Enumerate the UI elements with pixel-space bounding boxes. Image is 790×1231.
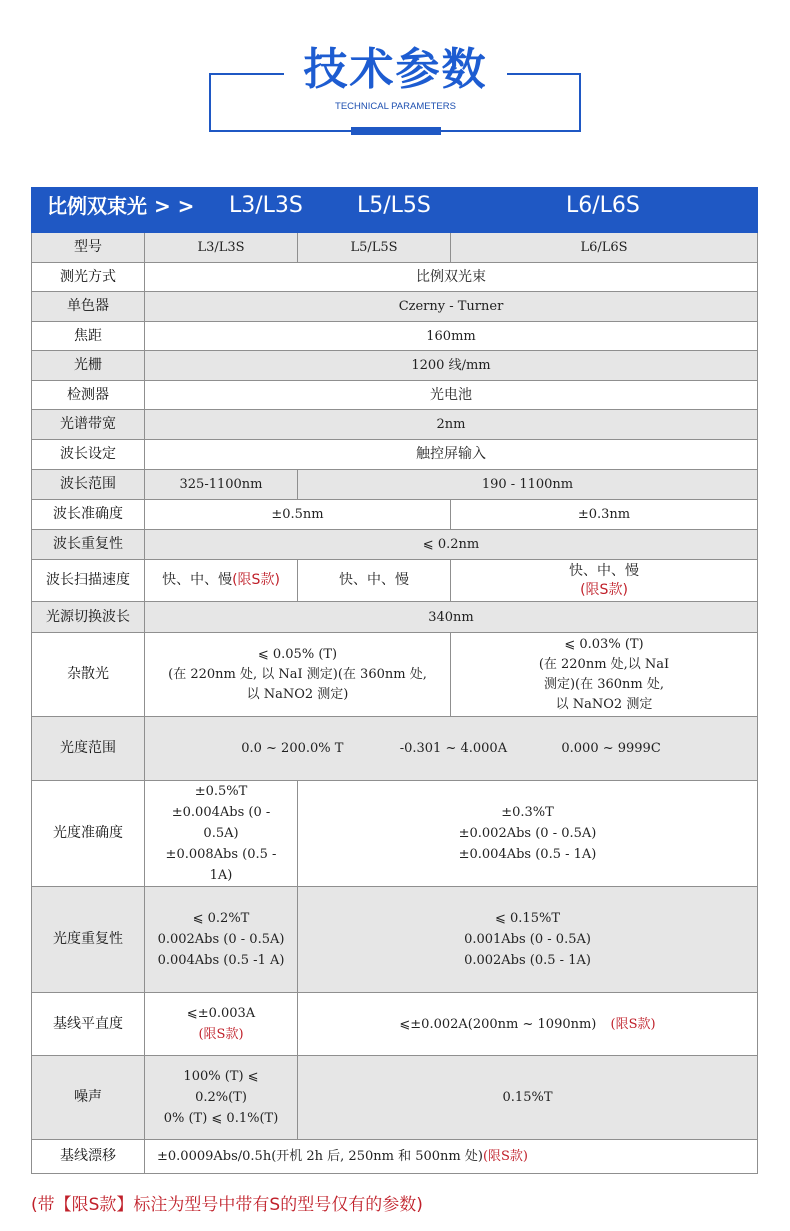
cell	[145, 633, 451, 717]
cell-line: ±0.008Abs (0.5 -	[165, 847, 277, 862]
table-row	[32, 602, 758, 633]
row-label: 波长准确度	[32, 500, 145, 530]
cell-line: ±0.3%T	[501, 805, 554, 820]
cell	[451, 633, 758, 717]
banner-model-2: L5/L5S	[357, 193, 431, 218]
cell	[145, 1140, 758, 1174]
table-banner	[32, 188, 758, 233]
cell	[451, 560, 758, 602]
cell: 160mm	[145, 322, 758, 351]
row-label: 光度重复性	[32, 887, 145, 993]
cell: L6/L6S	[451, 233, 758, 263]
s-model-note: (限S款)	[482, 1149, 528, 1164]
cell	[145, 887, 298, 993]
table-row	[32, 560, 758, 602]
table-row	[32, 440, 758, 470]
range-absorbance: -0.301 ~ 4.000A	[399, 741, 508, 756]
cell-line: ⩽ 0.2%T	[192, 911, 250, 926]
row-label: 波长范围	[32, 470, 145, 500]
cell	[298, 887, 758, 993]
row-label: 光谱带宽	[32, 410, 145, 440]
cell	[145, 1056, 298, 1140]
cell-line: ⩽ 0.15%T	[495, 911, 560, 926]
cell-line: 0.5A)	[203, 826, 239, 841]
footnote: (带【限S款】标注为型号中带有S的型号仅有的参数)	[31, 1195, 423, 1215]
cell: 1200 线/mm	[145, 351, 758, 381]
s-model-note: (限S款)	[610, 1016, 656, 1032]
row-label: 基线平直度	[32, 993, 145, 1056]
table-row	[32, 781, 758, 887]
cell-line: ⩽±0.003A	[186, 1006, 256, 1021]
cell-line: ±0.002Abs (0 - 0.5A)	[458, 826, 597, 841]
cell: 0.15%T	[298, 1056, 758, 1140]
cell: 340nm	[145, 602, 758, 633]
table-row	[32, 351, 758, 381]
cell: 190 - 1100nm	[298, 470, 758, 500]
cell: L3/L3S	[145, 233, 298, 263]
row-label: 波长重复性	[32, 530, 145, 560]
cell-line: 以 NaNO2 测定	[555, 696, 653, 712]
header-frame-top-right	[507, 73, 581, 75]
cell-line: 100% (T) ⩽	[183, 1069, 259, 1084]
row-label: 杂散光	[32, 633, 145, 717]
row-label: 波长扫描速度	[32, 560, 145, 602]
cell: ±0.5nm	[145, 500, 451, 530]
table-row	[32, 530, 758, 560]
cell-line: 0.004Abs (0.5 -1 A)	[157, 953, 285, 968]
cell: Czerny - Turner	[145, 292, 758, 322]
cell	[298, 781, 758, 887]
table-row	[32, 410, 758, 440]
row-label: 光度范围	[32, 717, 145, 781]
cell	[298, 993, 758, 1056]
page-title: 技术参数	[303, 44, 488, 95]
table-row	[32, 993, 758, 1056]
cell-line: 0.002Abs (0 - 0.5A)	[157, 932, 285, 947]
cell: 比例双光束	[145, 263, 758, 292]
cell	[145, 993, 298, 1056]
cell-line: ±0.004Abs (0 -	[171, 805, 271, 820]
cell-line: 0.001Abs (0 - 0.5A)	[464, 932, 591, 947]
cell-line: 测定)(在 360nm 处,	[543, 676, 665, 692]
row-label: 焦距	[32, 322, 145, 351]
cell-line: (在 220nm 处,以 NaI	[538, 656, 670, 672]
cell-line: 0.002Abs (0.5 - 1A)	[464, 953, 591, 968]
cell: ⩽ 0.2nm	[145, 530, 758, 560]
table-row	[32, 633, 758, 717]
header-frame-left	[209, 73, 211, 132]
table-row	[32, 470, 758, 500]
range-concentration: 0.000 ~ 9999C	[561, 741, 661, 756]
cell-line: ±0.004Abs (0.5 - 1A)	[458, 847, 597, 862]
cell: 快、中、慢	[298, 560, 451, 602]
table-row	[32, 717, 758, 781]
s-model-note: (限S款)	[232, 572, 280, 588]
header-frame-top-left	[209, 73, 284, 75]
table-row	[32, 292, 758, 322]
row-label: 单色器	[32, 292, 145, 322]
s-model-note: (限S款)	[580, 581, 628, 598]
cell-line: 1A)	[209, 868, 233, 883]
cell: 触控屏输入	[145, 440, 758, 470]
header-frame-right	[579, 73, 581, 132]
s-model-note: (限S款)	[198, 1027, 244, 1042]
page-subtitle: TECHNICAL PARAMETERS	[335, 101, 456, 112]
row-label: 光源切换波长	[32, 602, 145, 633]
row-label: 检测器	[32, 381, 145, 410]
cell-line: 0.2%(T)	[195, 1090, 247, 1105]
banner-model-1: L3/L3S	[229, 193, 303, 218]
cell-text: 快、中、慢	[162, 572, 233, 588]
cell-line: 以 NaNO2 测定)	[246, 686, 349, 702]
cell	[145, 560, 298, 602]
row-label: 测光方式	[32, 263, 145, 292]
spec-table	[31, 187, 758, 1174]
cell-text: 快、中、慢	[569, 562, 639, 579]
cell: 光电池	[145, 381, 758, 410]
row-label: 光度准确度	[32, 781, 145, 887]
table-row	[32, 1140, 758, 1174]
range-transmittance: 0.0 ~ 200.0% T	[241, 741, 344, 756]
table-row	[32, 1056, 758, 1140]
row-label: 型号	[32, 233, 145, 263]
cell-text: ±0.0009Abs/0.5h(开机 2h 后, 250nm 和 500nm 处)	[157, 1149, 483, 1164]
row-label: 光栅	[32, 351, 145, 381]
cell-line: (在 220nm 处, 以 NaI 测定)(在 360nm 处,	[168, 666, 427, 682]
table-row	[32, 887, 758, 993]
table-row	[32, 500, 758, 530]
cell: ±0.3nm	[451, 500, 758, 530]
header-accent-bar	[351, 127, 441, 135]
cell	[145, 781, 298, 887]
row-label: 波长设定	[32, 440, 145, 470]
banner-model-3: L6/L6S	[566, 193, 640, 218]
table-row	[32, 233, 758, 263]
cell-line: 0% (T) ⩽ 0.1%(T)	[163, 1111, 279, 1126]
cell-line: ⩽ 0.03% (T)	[564, 636, 644, 652]
cell	[145, 717, 758, 781]
cell-text: ⩽±0.002A(200nm ~ 1090nm)	[399, 1016, 597, 1032]
cell-line: ±0.5%T	[194, 784, 248, 799]
cell-line: ⩽ 0.05% (T)	[257, 646, 338, 662]
table-row	[32, 263, 758, 292]
cell: L5/L5S	[298, 233, 451, 263]
cell: 2nm	[145, 410, 758, 440]
table-row	[32, 381, 758, 410]
row-label: 噪声	[32, 1056, 145, 1140]
table-row	[32, 322, 758, 351]
banner-label: 比例双束光 > >	[47, 194, 195, 218]
cell: 325-1100nm	[145, 470, 298, 500]
row-label: 基线漂移	[32, 1140, 145, 1174]
